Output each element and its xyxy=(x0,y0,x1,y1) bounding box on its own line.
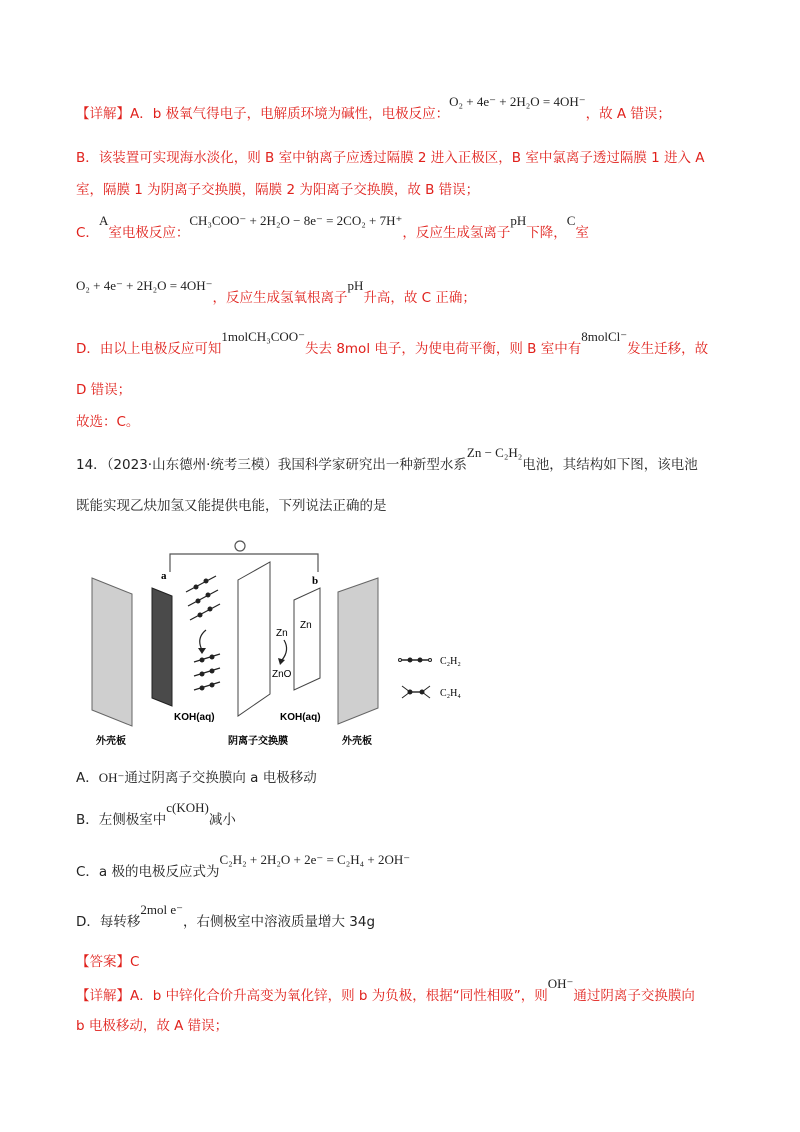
detail-line-1: 【详解】A．b 极氧气得电子，电解质环境为碱性，电极反应：O₂ + 4e⁻ + 2H₂O = 4OH⁻，故 A 错误； xyxy=(76,94,671,122)
detail-line-3: 室，隔膜 1 为阴离子交换膜，隔膜 2 为阳离子交换膜，故 B 错误； xyxy=(76,182,480,198)
option-a: A．OH⁻通过阴离子交换膜向 a 电极移动 xyxy=(76,770,317,786)
electrode-a xyxy=(152,588,172,706)
acetylene-molecules xyxy=(186,576,220,620)
svg-text:C₂H₂: C₂H₂ xyxy=(440,656,461,667)
zn-label-2: Zn xyxy=(300,620,312,631)
left-shell-plate xyxy=(92,578,132,726)
answer-detail-line-1: 【详解】A．b 中锌化合价升高变为氧化锌，则 b 为负极，根据“同性相吸”，则OH⁻通过阴离子交换膜向 xyxy=(76,976,695,1004)
formula-o2-reduction-2: O₂ + 4e⁻ + 2H₂O = 4OH⁻ xyxy=(76,278,213,293)
detail-line-6: D．由以上电极反应可知1molCH₃COO⁻失去 8mol 电子，为使电荷平衡，则 B 室中有8molCl⁻发生迁移，故 xyxy=(76,329,709,357)
question-14-line-1: 14．（2023·山东德州·统考三模）我国科学家研究出一种新型水系Zn − C₂H₂电池，其结构如下图，该电池 xyxy=(76,445,698,473)
option-d: D．每转移2mol e⁻，右侧极室中溶液质量增大 34g xyxy=(76,902,376,930)
answer-line: 【答案】C xyxy=(76,954,140,970)
shell-left-label: 外壳板 xyxy=(96,736,126,747)
membrane-label: 阴离子交换膜 xyxy=(228,736,288,747)
option-b: B．左侧极室中c(KOH)减小 xyxy=(76,800,236,828)
formula-acetate-oxidation: CH₃COO⁻ + 2H₂O − 8e⁻ = 2CO₂ + 7H⁺ xyxy=(189,213,403,228)
bulb-icon xyxy=(235,541,245,551)
electrode-b xyxy=(294,588,320,690)
detail-line-8: 故选：C。 xyxy=(76,414,140,430)
formula-o2-reduction: O₂ + 4e⁻ + 2H₂O = 4OH⁻ xyxy=(449,94,586,109)
label-b: b xyxy=(312,575,319,587)
zn-label-1: Zn xyxy=(276,628,288,639)
battery-diagram xyxy=(88,532,508,747)
detail-line-7: D 错误； xyxy=(76,382,132,398)
detail-line-4: C．A室电极反应：CH₃COO⁻ + 2H₂O − 8e⁻ = 2CO₂ + 7H⁺，反应生成氢离子pH下降，C室 xyxy=(76,213,589,241)
option-c: C．a 极的电极反应式为C₂H₂ + 2H₂O + 2e⁻ = C₂H₄ + 2OH⁻ xyxy=(76,852,411,880)
shell-right-label: 外壳板 xyxy=(342,736,372,747)
detail-line-2: B．该装置可实现海水淡化，则 B 室中钠离子应透过隔膜 2 进入正极区，B 室中氯离子透过隔膜 1 进入 A xyxy=(76,150,705,166)
question-14-line-2: 既能实现乙炔加氢又能提供电能，下列说法正确的是 xyxy=(76,498,387,514)
right-shell-plate xyxy=(338,578,378,724)
koh-right-label: KOH(aq) xyxy=(280,712,321,723)
answer-detail-line-2: b 电极移动，故 A 错误； xyxy=(76,1018,229,1034)
legend-c2h4 xyxy=(402,686,461,699)
legend-c2h2 xyxy=(399,656,461,667)
membrane-plate xyxy=(238,562,270,716)
zno-label: ZnO xyxy=(272,669,292,680)
detail-line-5: O₂ + 4e⁻ + 2H₂O = 4OH⁻，反应生成氢氧根离子pH升高，故 C 正确； xyxy=(76,278,476,306)
koh-left-label: KOH(aq) xyxy=(174,712,215,723)
svg-text:C₂H₄: C₂H₄ xyxy=(440,688,461,699)
ethylene-molecules xyxy=(194,654,220,690)
label-a: a xyxy=(161,570,167,582)
